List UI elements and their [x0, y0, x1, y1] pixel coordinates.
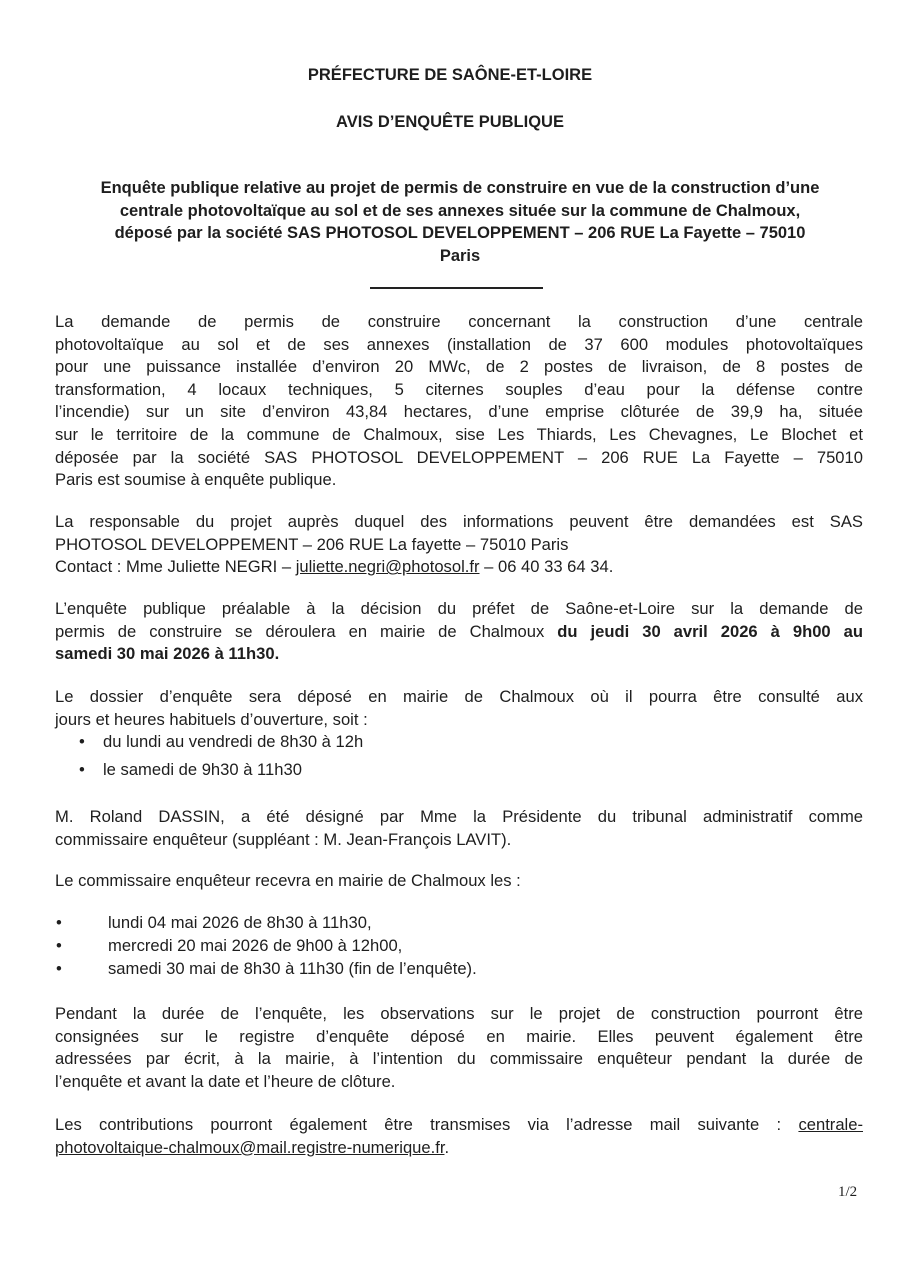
paragraph-project-owner	[55, 511, 863, 579]
text-line: M. Roland DASSIN, a été désigné par Mme la Présidente du tribunal administratif comme	[55, 807, 863, 826]
text-line: pour une puissance installée d’environ 20 MWc, de 2 postes de livraison, de 8 postes de	[55, 357, 863, 377]
text-line: PHOTOSOL DEVELOPPEMENT – 206 RUE La fayette – 75010 Paris	[55, 534, 569, 554]
text-line: transformation, 4 locaux techniques, 5 citernes souples d’eau pour la défense contre	[55, 379, 863, 399]
paragraph-permanences-intro	[55, 870, 863, 893]
registry-email-link[interactable]: centrale-	[798, 1115, 863, 1134]
paragraph-observations	[55, 1003, 863, 1093]
text-line	[55, 643, 863, 666]
text-line: L’enquête publique préalable à la décision du préfet de Saône-et-Loire sur la demande de	[55, 599, 863, 618]
text-line: Paris est soumise à enquête publique.	[55, 470, 337, 490]
text-line: jours et heures habituels d’ouverture, soit :	[55, 709, 368, 729]
text-line: consignées sur le registre d’enquête déposé en mairie. Elles peuvent également être	[55, 1026, 863, 1046]
opening-hours-item: du lundi au vendredi de 8h30 à 12h	[103, 732, 364, 751]
permanence-item: samedi 30 mai de 8h30 à 11h30 (fin de l’enquête).	[108, 959, 477, 978]
text-line: adressées par écrit, à la mairie, à l’intention du commissaire enquêteur pendant la durée de	[55, 1049, 863, 1069]
text-line: La responsable du projet auprès duquel des informations peuvent être demandées est SAS	[55, 512, 863, 531]
contact-email-link[interactable]: juliette.negri@photosol.fr	[295, 557, 480, 577]
inquiry-start-date: du jeudi 30 avril 2026 à 9h00 au	[557, 621, 863, 641]
text-segment: permis de construire se déroulera en mairie de Chalmoux	[55, 621, 558, 641]
text-segment: .	[444, 1137, 450, 1157]
text-line: La demande de permis de construire concernant la construction d’une centrale	[55, 312, 863, 331]
page-number: 1/2	[838, 1184, 858, 1200]
text-line	[55, 1114, 863, 1137]
prefecture-heading: PRÉFECTURE DE SAÔNE-ET-LOIRE	[307, 66, 593, 84]
permanence-item: mercredi 20 mai 2026 de 9h00 à 12h00,	[108, 936, 403, 955]
subject-line: Paris	[439, 246, 481, 265]
text-line	[55, 1137, 863, 1160]
notice-title: AVIS D’ENQUÊTE PUBLIQUE	[336, 113, 564, 131]
permanence-item: lundi 04 mai 2026 de 8h30 à 11h30,	[108, 913, 372, 932]
text-line: photovoltaïque au sol et de ses annexes (installation de 37 600 modules photovoltaïques	[55, 334, 863, 354]
bullet-icon: •	[56, 913, 62, 932]
text-line: sur le territoire de la commune de Chalmoux, sise Les Thiards, Les Chevagnes, Le Blochet et	[55, 424, 863, 444]
text-line: commissaire enquêteur (suppléant : M. Jean-François LAVIT).	[55, 829, 512, 849]
text-line: Pendant la durée de l’enquête, les observations sur le projet de construction pourront être	[55, 1004, 863, 1023]
text-segment: Les contributions pourront également être transmises via l’adresse mail suivante :	[55, 1115, 799, 1134]
separator-rule	[370, 287, 543, 289]
bullet-icon: •	[79, 732, 85, 751]
paragraph-project-description	[55, 311, 863, 492]
opening-hours-item: le samedi de 9h30 à 11h30	[103, 760, 302, 779]
contact-phone: – 06 40 33 64 34.	[479, 557, 614, 577]
paragraph-file-consultation	[55, 686, 863, 731]
text-line: Le dossier d’enquête sera déposé en mairie de Chalmoux où il pourra être consulté aux	[55, 687, 863, 706]
paragraph-commissioner	[55, 806, 863, 851]
contact-label: Contact : Mme Juliette NEGRI –	[55, 557, 296, 577]
contact-line	[55, 556, 863, 579]
text-line	[55, 621, 863, 644]
subject-heading	[60, 177, 860, 267]
bullet-icon: •	[79, 760, 85, 779]
subject-line: déposé par la société SAS PHOTOSOL DEVELOPPEMENT – 206 RUE La Fayette – 75010	[114, 224, 806, 242]
text-line: l’incendie) sur un site d’environ 43,84 hectares, d’une emprise clôturée de 39,9 ha, située	[55, 402, 863, 422]
registry-email-link[interactable]: photovoltaique-chalmoux@mail.registre-numerique.fr	[55, 1137, 445, 1157]
paragraph-online-contributions	[55, 1114, 863, 1159]
text-line: l’enquête et avant la date et l’heure de clôture.	[55, 1071, 396, 1091]
paragraph-inquiry-dates	[55, 598, 863, 666]
bullet-icon: •	[56, 936, 62, 955]
bullet-icon: •	[56, 959, 62, 978]
text-line: déposée par la société SAS PHOTOSOL DEVELOPPEMENT – 206 RUE La Fayette – 75010	[55, 447, 863, 467]
subject-line: centrale photovoltaïque au sol et de ses annexes située sur la commune de Chalmoux,	[119, 201, 801, 220]
subject-line: Enquête publique relative au projet de permis de construire en vue de la construction d’une	[100, 179, 820, 197]
text-line: Le commissaire enquêteur recevra en mairie de Chalmoux les :	[55, 871, 521, 890]
inquiry-end-date: samedi 30 mai 2026 à 11h30.	[55, 644, 280, 664]
